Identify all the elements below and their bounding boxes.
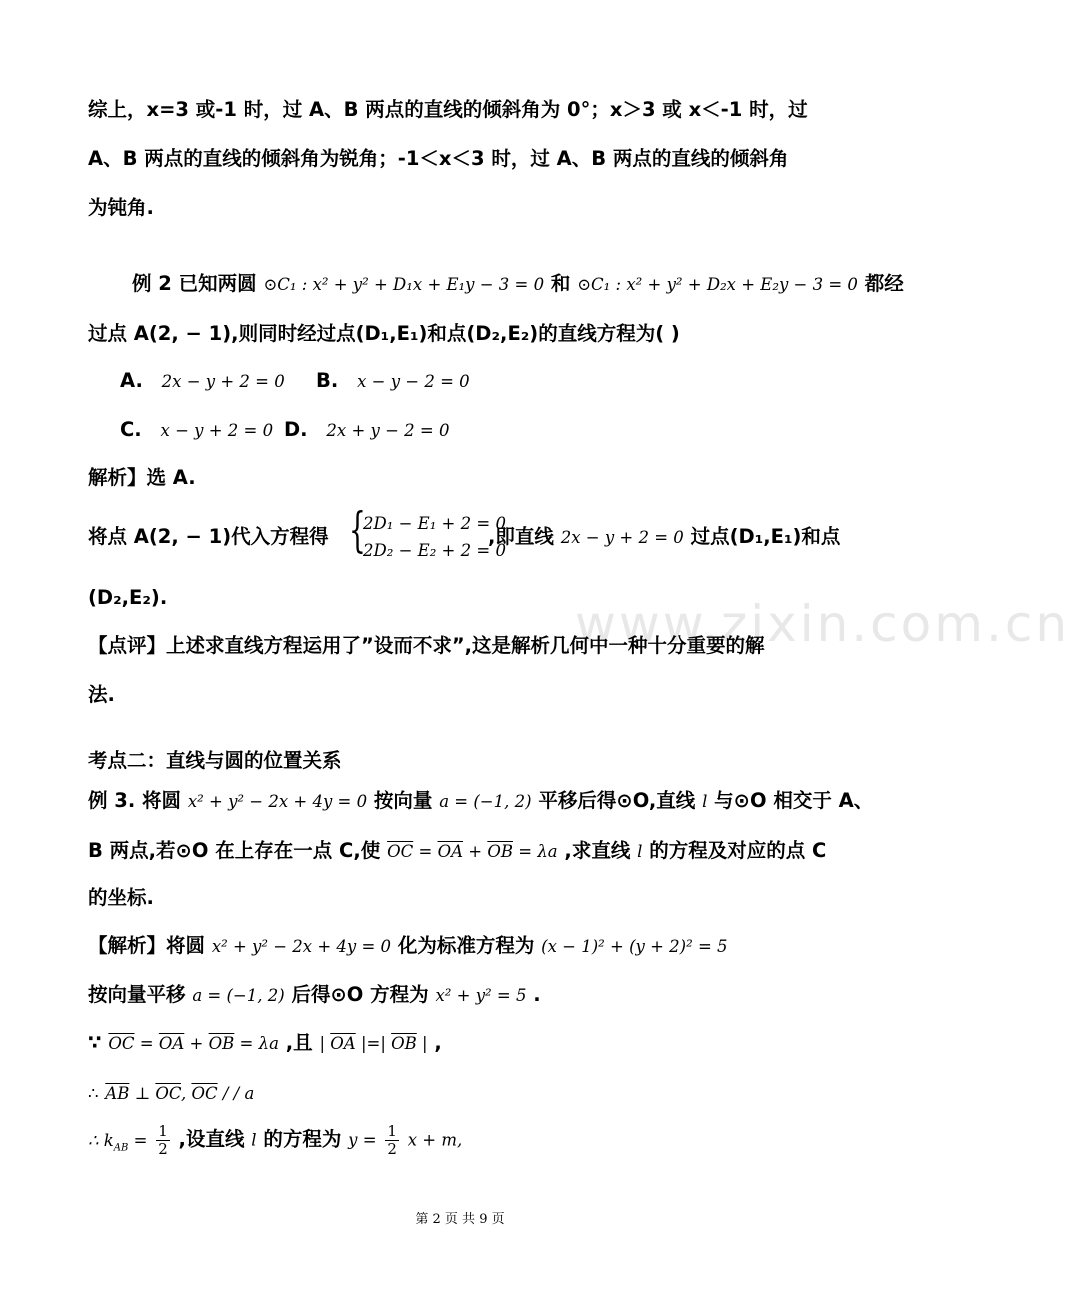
because-end: ,	[434, 1031, 442, 1054]
paragraph-line-1: 综上，x=3 或-1 时，过 A、B 两点的直线的倾斜角为 0°；x＞3 或 x＜-1 时，过	[88, 98, 808, 121]
example-3-circle: x² + y² − 2x + 4y = 0	[187, 792, 368, 811]
comment-line-2: 法.	[88, 683, 115, 706]
line-l-symbol: l	[702, 792, 708, 811]
solution-3b-vector: a = (−1, 2)	[192, 986, 285, 1005]
paragraph-line-2: A、B 两点的直线的倾斜角为锐角；-1＜x＜3 时，过 A、B 两点的直线的倾斜角	[88, 147, 789, 170]
example-3-line-2-c: 的方程及对应的点 C	[649, 839, 827, 862]
fraction-numerator-2: 1	[387, 1122, 397, 1140]
fraction-one-half-2	[385, 1123, 399, 1157]
example-2-label: 例 2 已知两圆	[132, 272, 257, 295]
therefore-2-mid: ,设直线	[178, 1127, 245, 1151]
fraction-one-half	[156, 1123, 170, 1157]
circle-c2-equation: ⊙C₁ : x² + y² + D₂x + E₂y − 3 = 0	[577, 275, 858, 294]
comment-line-1: 【点评】上述求直线方程运用了”设而不求”,这是解析几何中一种十分重要的解	[88, 634, 765, 657]
vector-oc-parallel: $\overline{OC}$	[191, 1084, 218, 1103]
answer-line: 解析】选 A.	[88, 466, 196, 489]
magnitude-ob: $\overline{OB}$	[391, 1034, 417, 1053]
example-2-line-1	[132, 274, 904, 294]
line-equation-tail: x + m,	[407, 1130, 463, 1150]
example-3-vector: a = (−1, 2)	[439, 792, 532, 811]
option-b-label: B.	[316, 369, 339, 392]
example-3-text-1: 按向量	[373, 789, 433, 812]
example-3-line-3: 的坐标.	[88, 886, 154, 909]
solution-mid: ,即直线	[488, 525, 554, 548]
system-brace: {	[349, 502, 366, 558]
option-c-equation: x − y + 2 = 0	[160, 421, 274, 440]
example-3-line-2-a: B 两点,若⊙O 在上存在一点 C,使	[88, 839, 381, 862]
option-b	[316, 371, 470, 391]
solution-line-equation: 2x − y + 2 = 0	[560, 528, 684, 547]
example-2-suffix: 都经	[864, 272, 904, 295]
solution-continuation	[488, 527, 840, 547]
solution-3-mid: 化为标准方程为	[397, 934, 535, 957]
option-d-equation: 2x + y − 2 = 0	[326, 421, 450, 440]
option-d-label: D.	[284, 418, 308, 441]
fraction-denominator: 2	[158, 1139, 168, 1158]
line-l-symbol-2: l	[637, 842, 643, 861]
option-c-label: C.	[120, 418, 142, 441]
option-b-equation: x − y − 2 = 0	[357, 372, 470, 391]
circle-o-equation: x² + y² = 5	[435, 986, 527, 1005]
solution-suffix: 过点(D₁,E₁)和点	[690, 525, 841, 548]
line-l-symbol-3: l	[251, 1130, 257, 1150]
solution-3b-prefix: 按向量平移	[88, 983, 186, 1006]
vector-oc: $\overline{OC}$	[387, 842, 414, 861]
example-3-line-2	[88, 841, 826, 861]
slope-subscript: AB	[113, 1141, 129, 1153]
magnitude-oa: $\overline{OA}$	[330, 1034, 356, 1053]
standard-form-equation: (x − 1)² + (y + 2)² = 5	[541, 937, 728, 956]
vector-sum-tail: = λa	[518, 842, 558, 861]
solution-3-circle: x² + y² − 2x + 4y = 0	[211, 937, 392, 956]
solution-prefix: 将点 A(2, − 1)代入方程得	[88, 525, 329, 548]
system-equation-1: 2D₁ − E₁ + 2 = 0	[363, 514, 506, 533]
solution-3b-mid: 后得⊙O 方程为	[291, 983, 429, 1006]
magnitude-equality: | $\overline{OA}$ |=| $\overline{OB}$ |	[319, 1034, 428, 1053]
because-vector-oa: $\overline{OA}$	[158, 1034, 185, 1053]
therefore-line-1	[88, 1083, 254, 1103]
because-symbol: ∵	[88, 1031, 102, 1054]
watermark: www.zixin.com.cn	[575, 595, 1070, 653]
solution-line-2: (D₂,E₂).	[88, 586, 168, 609]
example-3-line-1	[88, 791, 873, 811]
fraction-denominator-2: 2	[387, 1139, 397, 1158]
solution-3b-end: .	[533, 983, 541, 1006]
line-equation-y: y =	[348, 1130, 377, 1150]
therefore-symbol-1: ∴	[88, 1084, 99, 1103]
option-d	[284, 420, 449, 440]
slope-kab: ∴ $k_{AB}$ =	[88, 1130, 148, 1153]
because-and: ,且	[285, 1031, 313, 1054]
because-vector-ob: $\overline{OB}$	[208, 1034, 235, 1053]
option-a-equation: 2x − y + 2 = 0	[161, 372, 285, 391]
because-equation: $\overline{OC} = \overline{OA} + \overline{OB} = \lambda a$	[108, 1034, 279, 1053]
circle-c1-equation: ⊙C₁ : x² + y² + D₁x + E₁y − 3 = 0	[263, 275, 545, 294]
conjunction-and: 和	[550, 272, 571, 295]
vector-oc-perp: $\overline{OC}$	[155, 1084, 181, 1103]
therefore-symbol-2: ∴ k	[88, 1130, 114, 1150]
fraction-numerator: 1	[158, 1122, 168, 1140]
option-c	[120, 420, 273, 440]
vector-ab: $\overline{AB}$	[105, 1084, 130, 1103]
vector-oa: $\overline{OA}$	[437, 842, 464, 861]
because-line	[88, 1033, 442, 1053]
section-heading-kaodian-2: 考点二：直线与圆的位置关系	[88, 749, 342, 772]
paragraph-line-3: 为钝角.	[88, 196, 154, 219]
page-footer: 第 2 页 共 9 页	[415, 1212, 505, 1227]
example-3-prefix: 例 3. 将圆	[88, 789, 182, 812]
option-a-label: A.	[120, 369, 143, 392]
therefore-2-mid2: 的方程为	[263, 1127, 342, 1151]
solution-3-line-2	[88, 985, 541, 1005]
option-a	[120, 371, 285, 391]
example-2-line-2: 过点 A(2, − 1),则同时经过点(D₁,E₁)和点(D₂,E₂)的直线方程为( )	[88, 322, 680, 345]
vector-ob: $\overline{OB}$	[487, 842, 513, 861]
vector-sum-equation: $\overline{OC} = \overline{OA} + \overline{OB} = \lambda a$	[387, 842, 558, 861]
solution-3-line-1	[88, 936, 728, 956]
parallel-tail: / / a	[222, 1084, 255, 1103]
because-tail: = λa	[239, 1034, 279, 1053]
example-3-line-2-b: ,求直线	[564, 839, 631, 862]
therefore-line-2	[88, 1123, 462, 1157]
example-3-text-3: 与⊙O 相交于 A、	[714, 789, 874, 812]
perpendicular-statement: $\overline{AB}$ ⊥ $\overline{OC}$, $\overline{OC}$ / / a	[105, 1084, 255, 1103]
system-equation-2: 2D₂ − E₂ + 2 = 0	[363, 541, 506, 560]
example-3-text-2: 平移后得⊙O,直线	[538, 789, 696, 812]
solution-3-prefix: 【解析】将圆	[88, 934, 206, 957]
because-vector-oc: $\overline{OC}$	[108, 1034, 135, 1053]
